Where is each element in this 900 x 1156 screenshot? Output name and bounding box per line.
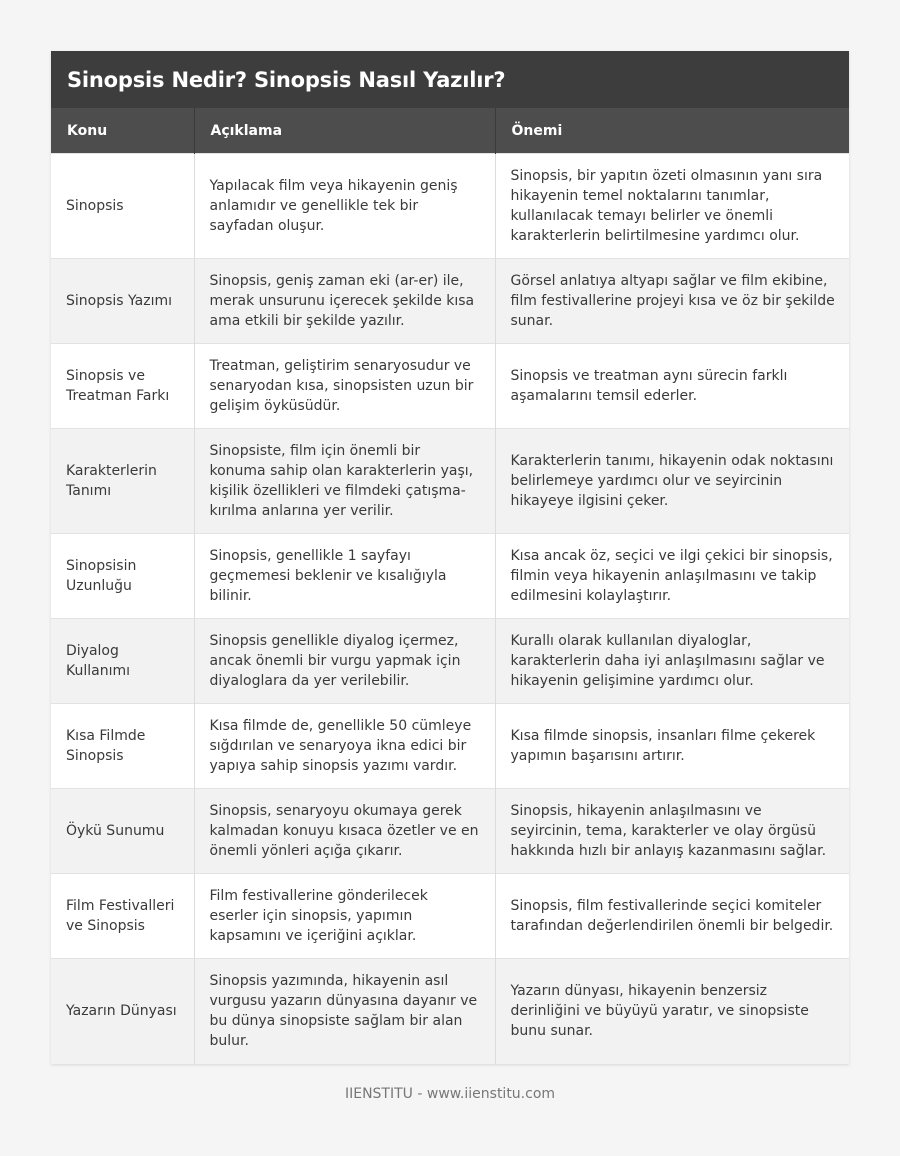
table-title: Sinopsis Nedir? Sinopsis Nasıl Yazılır? — [51, 51, 849, 108]
table-header — [51, 108, 849, 154]
cell-onemi: Görsel anlatıya altyapı sağlar ve film ekibine, film festivallerine projeyi kısa ve öz bir şekilde sunar. — [495, 259, 849, 344]
cell-aciklama: Kısa filmde de, genellikle 50 cümleye sığdırılan ve senaryoya ikna edici bir yapıya sahip sinopsis yazımı vardır. — [194, 704, 495, 789]
table-row — [51, 704, 849, 789]
cell-konu: Yazarın Dünyası — [51, 959, 194, 1064]
cell-konu: Kısa Filmde Sinopsis — [51, 704, 194, 789]
cell-onemi: Kısa filmde sinopsis, insanları filme çekerek yapımın başarısını artırır. — [495, 704, 849, 789]
header-onemi: Önemi — [495, 108, 849, 154]
table-body — [51, 154, 849, 1064]
cell-onemi: Kurallı olarak kullanılan diyaloglar, karakterlerin daha iyi anlaşılmasını sağlar ve hikayenin gelişimine yardımcı olur. — [495, 619, 849, 704]
cell-onemi: Sinopsis ve treatman aynı sürecin farklı aşamalarını temsil ederler. — [495, 344, 849, 429]
cell-konu: Sinopsisin Uzunluğu — [51, 534, 194, 619]
content-table — [51, 108, 849, 1064]
cell-konu: Diyalog Kullanımı — [51, 619, 194, 704]
cell-onemi: Sinopsis, film festivallerinde seçici komiteler tarafından değerlendirilen önemli bir belgedir. — [495, 874, 849, 959]
cell-konu: Sinopsis ve Treatman Farkı — [51, 344, 194, 429]
cell-konu: Öykü Sunumu — [51, 789, 194, 874]
table-row — [51, 344, 849, 429]
footer-credit: IIENSTITU - www.iienstitu.com — [344, 1086, 556, 1102]
cell-onemi: Karakterlerin tanımı, hikayenin odak noktasını belirlemeye yardımcı olur ve seyircinin hikayeye ilgisini çeker. — [495, 429, 849, 534]
header-row — [51, 108, 849, 154]
table-row — [51, 874, 849, 959]
cell-onemi: Yazarın dünyası, hikayenin benzersiz derinliğini ve büyüyü yaratır, ve sinopsiste bunu sunar. — [495, 959, 849, 1064]
cell-konu: Sinopsis — [51, 154, 194, 259]
cell-onemi: Sinopsis, hikayenin anlaşılmasını ve seyircinin, tema, karakterler ve olay örgüsü hakkında hızlı bir anlayış kazanmasını sağlar. — [495, 789, 849, 874]
table-card — [51, 51, 849, 1064]
cell-onemi: Kısa ancak öz, seçici ve ilgi çekici bir sinopsis, filmin veya hikayenin anlaşılmasını ve takip edilmesini kolaylaştırır. — [495, 534, 849, 619]
cell-konu: Karakterlerin Tanımı — [51, 429, 194, 534]
cell-aciklama: Sinopsis genellikle diyalog içermez, ancak önemli bir vurgu yapmak için diyaloglara da yer verilebilir. — [194, 619, 495, 704]
cell-aciklama: Sinopsis yazımında, hikayenin asıl vurgusu yazarın dünyasına dayanır ve bu dünya sinopsiste sağlam bir alan bulur. — [194, 959, 495, 1064]
table-row — [51, 259, 849, 344]
table-row — [51, 154, 849, 259]
cell-konu: Film Festivalleri ve Sinopsis — [51, 874, 194, 959]
cell-aciklama: Yapılacak film veya hikayenin geniş anlamıdır ve genellikle tek bir sayfadan oluşur. — [194, 154, 495, 259]
cell-aciklama: Sinopsiste, film için önemli bir konuma sahip olan karakterlerin yaşı, kişilik özellikleri ve filmdeki çatışma-kırılma anlarına yer verilir. — [194, 429, 495, 534]
table-row — [51, 429, 849, 534]
cell-aciklama: Sinopsis, genellikle 1 sayfayı geçmemesi beklenir ve kısalığıyla bilinir. — [194, 534, 495, 619]
table-row — [51, 959, 849, 1064]
table-row — [51, 619, 849, 704]
table-row — [51, 789, 849, 874]
header-konu: Konu — [51, 108, 194, 154]
cell-aciklama: Sinopsis, geniş zaman eki (ar-er) ile, merak unsurunu içerecek şekilde kısa ama etkili bir şekilde yazılır. — [194, 259, 495, 344]
header-aciklama: Açıklama — [194, 108, 495, 154]
table-row — [51, 534, 849, 619]
cell-onemi: Sinopsis, bir yapıtın özeti olmasının yanı sıra hikayenin temel noktalarını tanımlar, kullanılacak temayı belirler ve önemli karakterlerin belirtilmesine yardımcı olur. — [495, 154, 849, 259]
cell-aciklama: Film festivallerine gönderilecek eserler için sinopsis, yapımın kapsamını ve içeriğini açıklar. — [194, 874, 495, 959]
cell-aciklama: Sinopsis, senaryoyu okumaya gerek kalmadan konuyu kısaca özetler ve en önemli yönleri açığa çıkarır. — [194, 789, 495, 874]
cell-konu: Sinopsis Yazımı — [51, 259, 194, 344]
cell-aciklama: Treatman, geliştirim senaryosudur ve senaryodan kısa, sinopsisten uzun bir gelişim öyküsüdür. — [194, 344, 495, 429]
